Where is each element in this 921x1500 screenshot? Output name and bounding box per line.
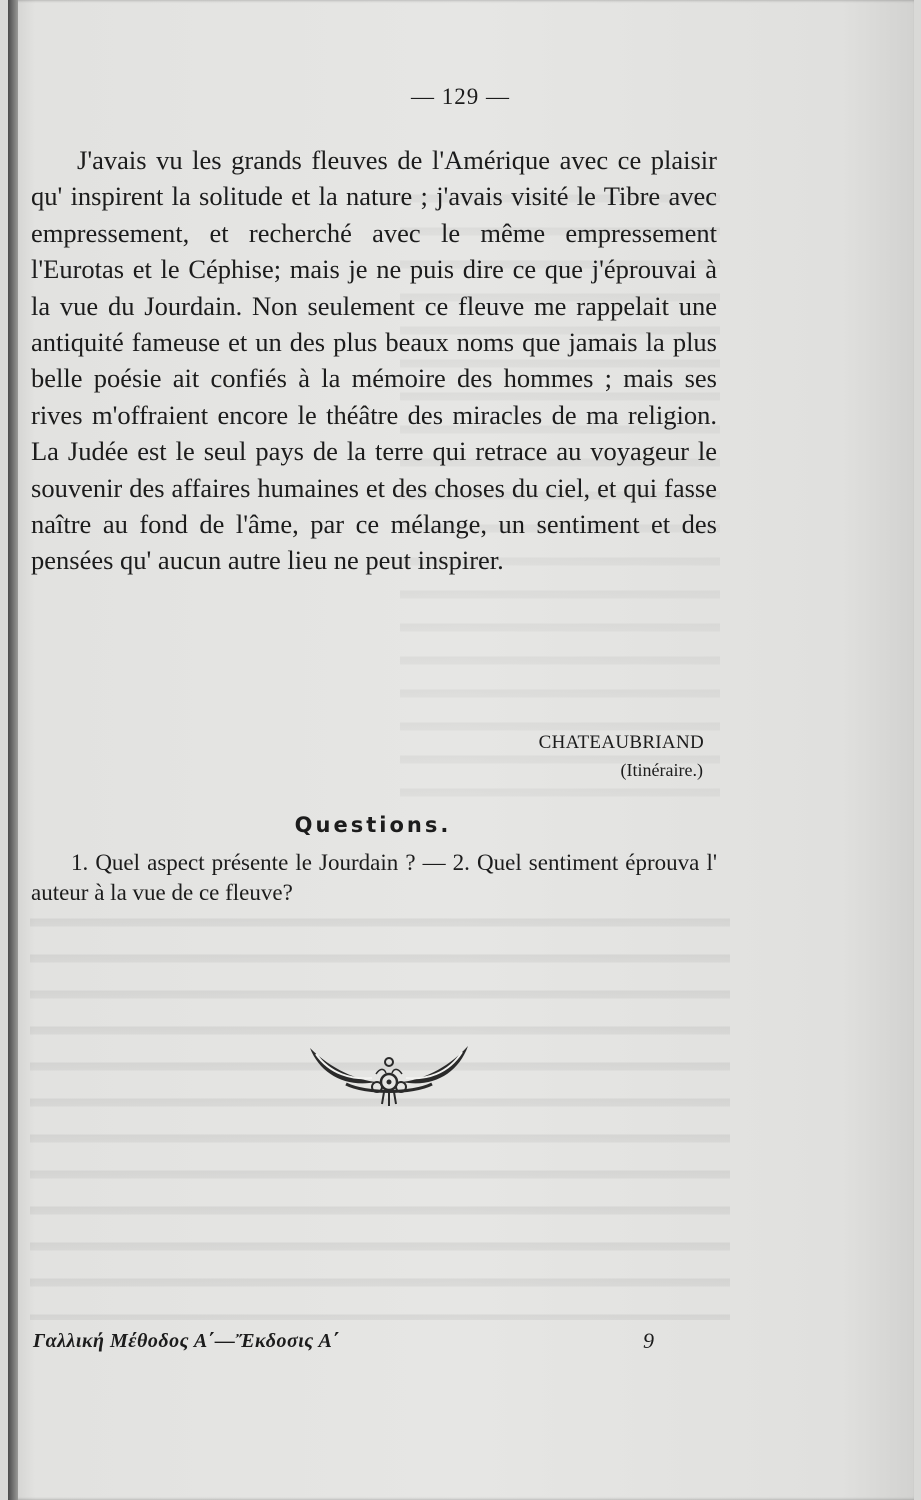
questions-text: 1. Quel aspect présente le Jourdain ? — 2. Quel sentiment éprouva l' auteur à la vue de ce fleuve? xyxy=(31,850,717,905)
main-passage: J'avais vu les grands fleuves de l'Amérique avec ce plaisir qu' inspirent la solitude et la nature ; j'avais visité le Tibre avec empressement, et recherché avec le même empressement l'Eurotas et le Céphise; mais je ne puis dire ce que j'éprouvai à la vue du Jourdain. Non seulement ce fleuve me rappelait une antiquité fameuse et un des plus beaux noms que jamais la plus belle poésie ait confiés à la mémoire des hommes ; mais ses rives m'offraient encore le théâtre des miracles de ma religion. La Judée est le seul pays de la terre qui retrace au voyageur le souvenir des affaires humaines et des choses du ciel, et qui fasse naître au fond de l'âme, par ce mélange, un sentiment et des pensées qu' aucun autre lieu ne peut inspirer. xyxy=(31,145,717,576)
bleed-through-text-bottom xyxy=(30,900,730,1320)
author-name: CHATEAUBRIAND xyxy=(538,732,704,753)
questions-heading: Questions. xyxy=(294,813,452,837)
work-title: (Itinéraire.) xyxy=(620,760,703,780)
signature-mark: 9 xyxy=(643,1328,654,1353)
page-binding-edge xyxy=(8,0,18,1500)
floral-ornament-icon xyxy=(306,1040,472,1110)
page-number: — 129 — xyxy=(411,84,510,109)
book-title-footer: Γαλλική Μέθοδος Α΄—Ἔκδοσις Α΄ xyxy=(33,1330,340,1352)
